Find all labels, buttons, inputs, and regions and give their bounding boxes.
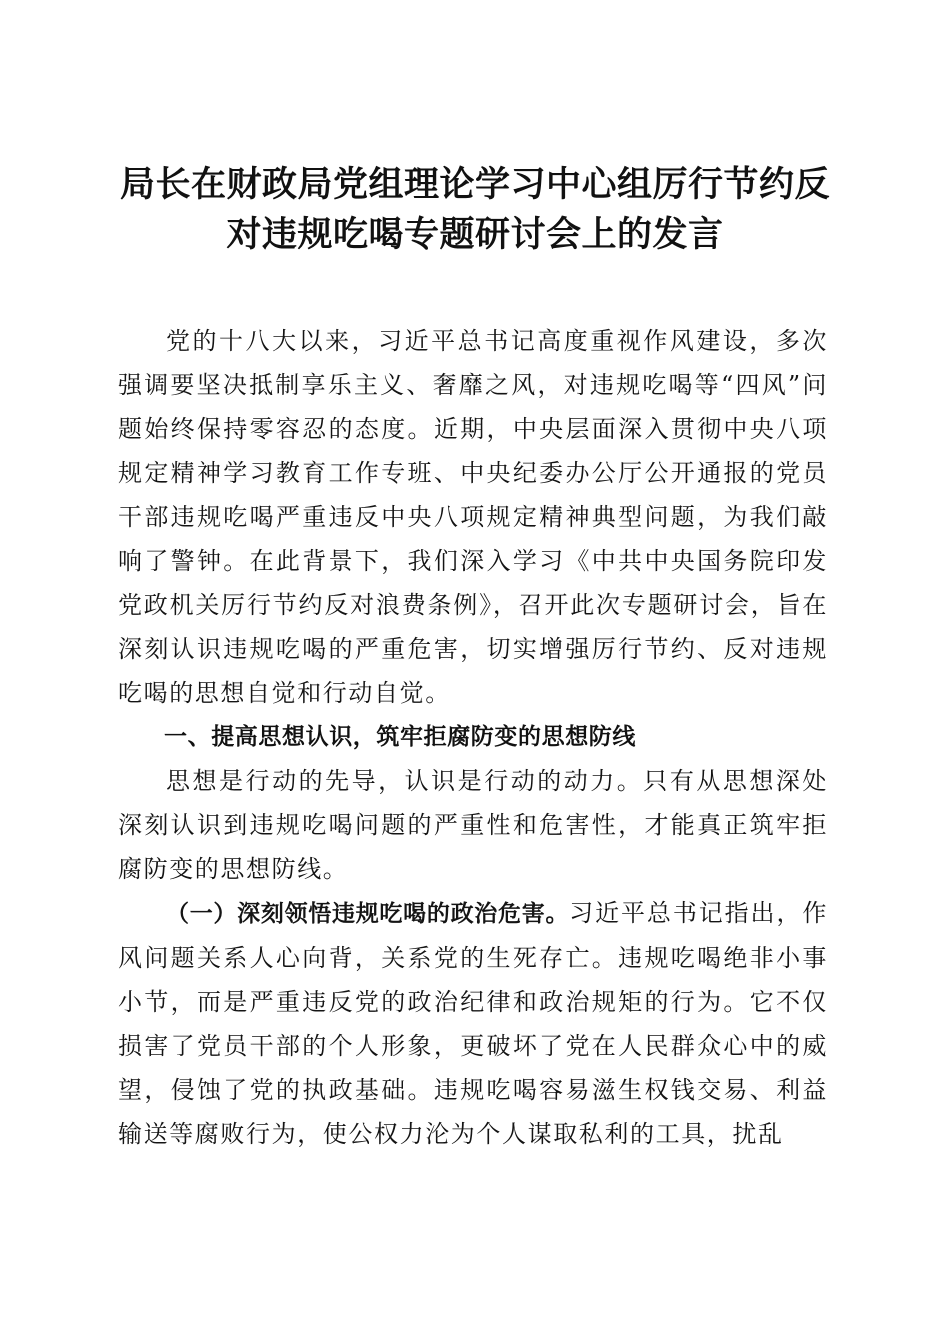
intro-paragraph: 党的十八大以来，习近平总书记高度重视作风建设，多次强调要坚决抵制享乐主义、奢靡之风，对违规吃喝等“四风”问题始终保持零容忍的态度。近期，中央层面深入贯彻中央八项规定精神学习教育工作专班、中央纪委办公厅公开通报的党员干部违规吃喝严重违反中央八项规定精神典型问题，为我们敲响了警钟。在此背景下，我们深入学习《中共中央国务院印发党政机关厉行节约反对浪费条例》，召开此次专题研讨会，旨在深刻认识违规吃喝的严重危害，切实增强厉行节约、反对违规吃喝的思想自觉和行动自觉。 [118,327,828,707]
title-line-1: 局长在财政局党组理论学习中心组厉行节约反 [119,165,830,205]
document-title [100,160,850,260]
title-line-2: 对违规吃喝专题研讨会上的发言 [226,215,724,255]
subsection-1-paragraph [118,891,828,1156]
subsection-1-body: 习近平总书记指出，作风问题关系人心向背，关系党的生死存亡。违规吃喝绝非小事小节，而是严重违反党的政治纪律和政治规矩的行为。它不仅损害了党员干部的个人形象，更破坏了党在人民群众心中的威望，侵蚀了党的执政基础。违规吃喝容易滋生权钱交易、利益输送等腐败行为，使公权力沦为个人谋取私利的工具，扰乱 [118,899,828,1148]
document-body [118,319,828,1156]
section-heading-1: 一、提高思想认识，筑牢拒腐防变的思想防线 [164,724,636,750]
subsection-1-lead: （一）深刻领悟违规吃喝的政治危害。 [166,901,570,927]
section-1-paragraph: 思想是行动的先导，认识是行动的动力。只有从思想深处深刻认识到违规吃喝问题的严重性和危害性，才能真正筑牢拒腐防变的思想防线。 [118,767,828,883]
